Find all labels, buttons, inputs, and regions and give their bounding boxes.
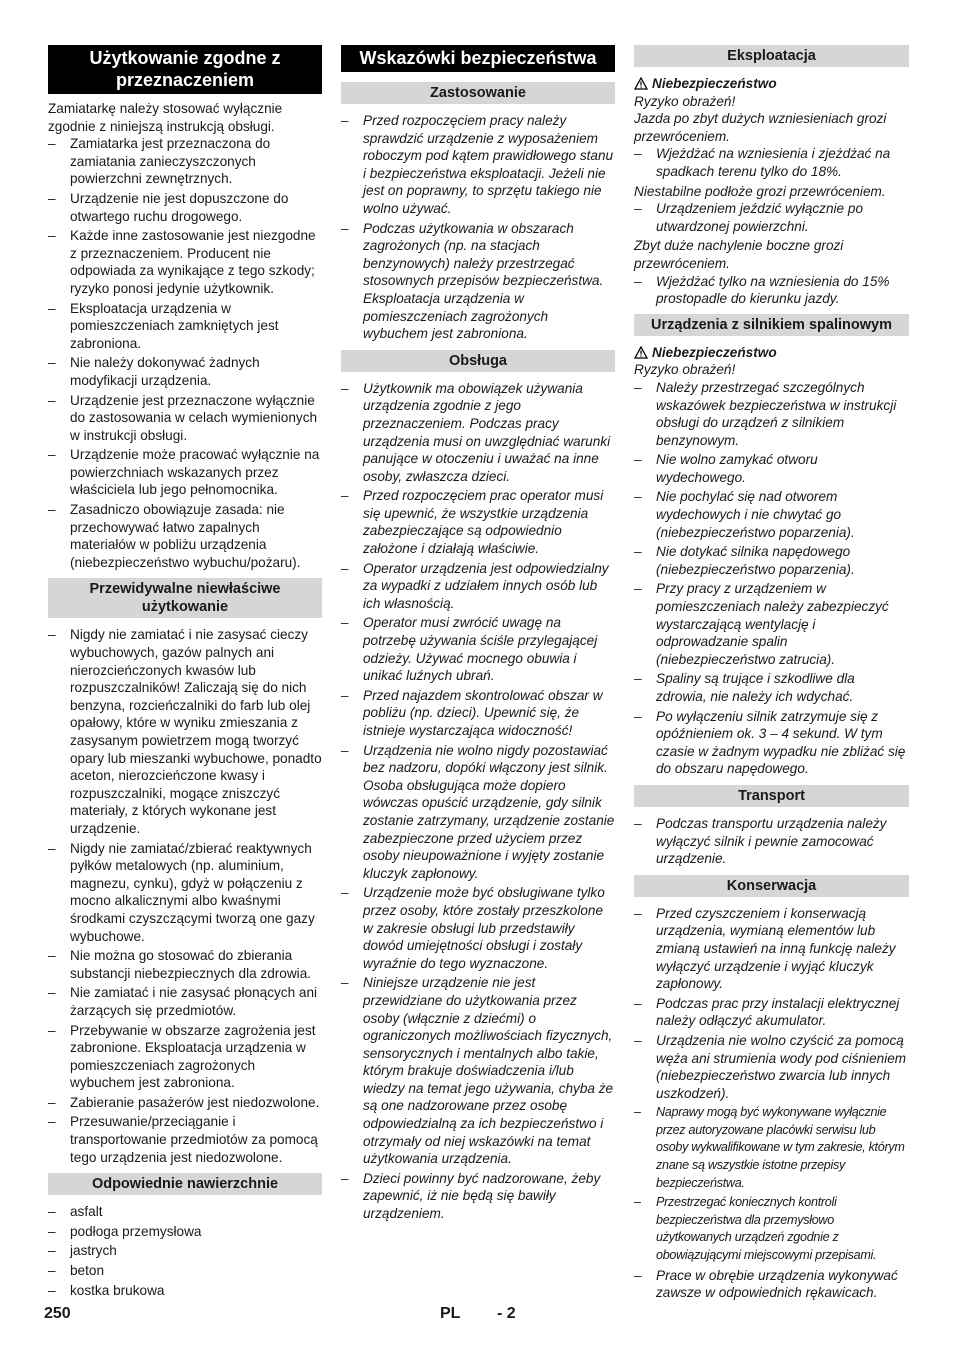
- list-item: – Przed najazdem skontrolować obszar w pobliżu (np. dzieci). Upewnić się, że istnieje wystarczająca widoczność!: [341, 687, 615, 740]
- hazard-text: Zbyt duże nachylenie boczne grozi przewróceniem.: [634, 238, 844, 271]
- section-title-misuse: Przewidywalne niewłaściwe użytkowanie: [48, 578, 322, 618]
- section-number: - 2: [497, 1305, 516, 1322]
- section-title-intended-use: Użytkowanie zgodne z przeznaczeniem: [48, 45, 322, 94]
- column-intended-use: [48, 45, 322, 1301]
- list-item: – Przed rozpoczęciem pracy należy sprawdzić urządzenie z wyposażeniem roboczym pod kątem prawidłowego stanu i bezpieczeństwa eksploatacji. Jeżeli nie jest on poprawny, to sprzętu takiego nie wolno używać.: [341, 112, 615, 218]
- list-item: – Przebywanie w obszarze zagrożenia jest zabronione. Eksploatacja urządzenia w pomieszczeniach zagrożonych wybuchem jest zabroniona.: [48, 1022, 322, 1092]
- warning-triangle-icon: [634, 77, 648, 90]
- maintenance-list: [634, 905, 909, 1103]
- section-title-safety: Wskazówki bezpieczeństwa: [341, 45, 615, 72]
- transport-list: [634, 815, 909, 868]
- list-item: – Operator musi zwrócić uwagę na potrzebę używania ściśle przylegającej odzieży. Używać mocnego obuwia i unikać luźnych ubrań.: [341, 614, 615, 684]
- list-item: – Urządzenia nie wolno czyścić za pomocą węża ani strumienia wody pod ciśnieniem (niebezpieczeństwo zwarcia lub innych uszkodzeń).: [634, 1032, 909, 1102]
- section-title-transport: Transport: [634, 785, 909, 807]
- list-item: – Każde inne zastosowanie jest niezgodne z przeznaczeniem. Producent nie odpowiada za wynikające z tego szkody; ryzyko ponosi jedynie użytkownik.: [48, 227, 322, 297]
- list-item: – Zasadniczo obowiązuje zasada: nie przechowywać łatwo zapalnych materiałów w pobliżu urządzenia (niebezpieczeństwo wybuchu/pożaru).: [48, 501, 322, 571]
- list-item: – Urządzenie może być obsługiwane tylko przez osoby, które zostały przeszkolone w zakresie obsługi lub przedstawiły dowód umiejętności obsługi i zostały wyraźnie do tego wyznaczone.: [341, 884, 615, 972]
- warning-triangle-icon: [634, 346, 648, 359]
- list-item: – Nie wolno zamykać otworu wydechowego.: [634, 451, 909, 486]
- list-item: – podłoga przemysłowa: [48, 1223, 322, 1241]
- list-item: – Wjeżdżać tylko na wzniesienia do 15% prostopadle do kierunku jazdy.: [634, 273, 909, 308]
- page-number: 250: [44, 1305, 71, 1322]
- list-item: – Podczas transportu urządzenia należy wyłączyć silnik i pewnie zamocować urządzenie.: [634, 815, 909, 868]
- combustion-list: [634, 379, 909, 778]
- list-item: – Urządzenie jest przeznaczone wyłącznie do zastosowania w celach wymienionych w instrukcji obsługi.: [48, 392, 322, 445]
- list-item: – asfalt: [48, 1203, 322, 1221]
- intro-paragraph: Zamiatarkę należy stosować wyłącznie zgodnie z niniejszą instrukcją obsługi.: [48, 101, 283, 134]
- list-item: – Po wyłączeniu silnik zatrzymuje się z opóźnieniem ok. 3 – 4 sekund. W tym czasie w żadnym wypadku nie zbliżać się do obszaru napędowego.: [634, 708, 909, 778]
- list-item: – Podczas prac przy instalacji elektrycznej należy odłączyć akumulator.: [634, 995, 909, 1030]
- section-title-application: Zastosowanie: [341, 82, 615, 104]
- list-item: – Przesuwanie/przeciąganie i transportowanie przedmiotów za pomocą tego urządzenia jest niedozwolone.: [48, 1113, 322, 1166]
- list-item: – Dzieci powinny być nadzorowane, żeby zapewnić, iż nie będą się bawiły urządzeniem.: [341, 1170, 615, 1223]
- language-code: PL: [440, 1305, 461, 1322]
- column-operation-maintenance: [634, 45, 909, 1304]
- hazard-text: Jazda po zbyt dużych wzniesieniach grozi przewróceniem.: [634, 111, 887, 144]
- list-item: – Zabieranie pasażerów jest niedozwolone.: [48, 1094, 322, 1112]
- list-item: – Użytkownik ma obowiązek używania urządzenia zgodnie z jego przeznaczeniem. Podczas pracy urządzenia musi on uwzględniać warunki panujące w otoczeniu i uważać na inne osoby, zwłaszcza dzieci.: [341, 380, 615, 486]
- intended-use-list: [48, 135, 322, 571]
- list-item: – Operator urządzenia jest odpowiedzialny za wypadki z udziałem innych osób lub ich własnością.: [341, 560, 615, 613]
- list-item: – Przy pracy z urządzeniem w pomieszczeniach należy zabezpieczyć wystarczającą wentylację i odprowadzanie spalin (niebezpieczeństwo zatrucia).: [634, 580, 909, 668]
- danger-label: Niebezpieczeństwo: [652, 344, 777, 360]
- list-item: – jastrych: [48, 1242, 322, 1260]
- section-title-eksploatacja: Eksploatacja: [634, 45, 909, 67]
- list-item: – Eksploatacja urządzenia w pomieszczeniach zamkniętych jest zabroniona.: [48, 300, 322, 353]
- list-item: – Podczas użytkowania w obszarach zagrożonych (np. na stacjach benzynowych) należy przestrzegać stosownych przepisów bezpieczeństwa. Eksploatacja urządzenia w pomieszczeniach zagrożonych wybuchem jest zabroniona.: [341, 220, 615, 343]
- list-item: – Przed rozpoczęciem prac operator musi się upewnić, że wszystkie urządzenia zabezpieczające są odpowiednio założone i działają właściwie.: [341, 487, 615, 557]
- list-item: – Urządzenie może pracować wyłącznie na powierzchniach wskazanych przez właściciela lub jego pełnomocnika.: [48, 446, 322, 499]
- section-title-combustion: Urządzenia z silnikiem spalinowym: [634, 314, 909, 336]
- list-item: – Nigdy nie zamiatać/zbierać reaktywnych pyłków metalowych (np. aluminium, magnezu, cynku), gdyż w połączeniu z mocno alkalicznymi albo kwaśnymi środkami czyszczącymi tworzą one gazy wybuchowe.: [48, 840, 322, 946]
- list-item: – Nie należy dokonywać żadnych modyfikacji urządzenia.: [48, 354, 322, 389]
- hazard-text: Niestabilne podłoże grozi przewróceniem.: [634, 183, 886, 199]
- list-item: – Nie dotykać silnika napędowego (niebezpieczeństwo poparzenia).: [634, 543, 909, 578]
- list-item: – Nie można go stosować do zbierania substancji niebezpiecznych dla zdrowia.: [48, 947, 322, 982]
- column-safety: [341, 45, 615, 1225]
- list-item: – Należy przestrzegać szczególnych wskazówek bezpieczeństwa w instrukcji obsługi do urządzeń z silnikiem benzynowym.: [634, 379, 909, 449]
- misuse-list: [48, 626, 322, 1166]
- list-item: – Wjeżdżać na wzniesienia i zjeżdżać na spadkach terenu tylko do 18%.: [634, 145, 909, 180]
- list-item: – Urządzenie nie jest dopuszczone do otwartego ruchu drogowego.: [48, 190, 322, 225]
- list-item: – Urządzeniem jeździć wyłącznie po utwardzonej powierzchni.: [634, 200, 909, 235]
- list-item: – Spaliny są trujące i szkodliwe dla zdrowia, nie należy ich wdychać.: [634, 670, 909, 705]
- list-item: – Przed czyszczeniem i konserwacją urządzenia, wymianą elementów lub zmianą ustawień na inną funkcję należy wyłączyć urządzenie i wyjąć kluczyk zapłonowy.: [634, 905, 909, 993]
- list-item: – Nie pochylać się nad otworem wydechowych i nie chwytać go (niebezpieczeństwo poparzenia).: [634, 488, 909, 541]
- maintenance-list-last: [634, 1267, 909, 1302]
- list-item: – kostka brukowa: [48, 1282, 322, 1300]
- danger-notice: [634, 344, 909, 362]
- section-title-surfaces: Odpowiednie nawierzchnie: [48, 1173, 322, 1195]
- list-item: – Przestrzegać koniecznych kontroli bezpieczeństwa dla przemysłowo użytkowanych urządzeń zgodnie z obowiązującymi miejscowymi przepisami.: [634, 1194, 909, 1264]
- list-item: – Prace w obrębie urządzenia wykonywać zawsze w odpowiednich rękawicach.: [634, 1267, 909, 1302]
- list-item: – Nie zamiatać i nie zasysać płonących ani żarzących się przedmiotów.: [48, 984, 322, 1019]
- application-list: [341, 112, 615, 343]
- list-item: – Niniejsze urządzenie nie jest przewidziane do użytkowania przez osoby (włącznie z dziećmi) o ograniczonych możliwościach fizycznych, sensorycznych i mentalnych albo takie, którym brakuje doświadczenia i/lub wiedzy na temat jego używania, chyba że są one nadzorowane przez osobę odpowiedzialną za ich bezpieczeństwo i otrzymały od niej wskazówki na temat użytkowania urządzenia.: [341, 974, 615, 1168]
- danger-label: Niebezpieczeństwo: [652, 76, 777, 91]
- list-item: – Naprawy mogą być wykonywane wyłącznie przez autoryzowane placówki serwisu lub osoby wykwalifikowane w tym zakresie, którym znane są wszystkie istotne przepisy bezpieczeństwa.: [634, 1104, 909, 1192]
- list-item: – Urządzenia nie wolno nigdy pozostawiać bez nadzoru, dopóki włączony jest silnik. Osoba obsługująca może dopiero wówczas opuścić urządzenie, gdy silnik zostanie zatrzymany, urządzenie zostanie zabezpieczone przed użyciem przez osoby nieupoważnione i wyjęty zostanie kluczyk zapłonowy.: [341, 742, 615, 883]
- danger-notice: [634, 75, 909, 93]
- section-title-maintenance: Konserwacja: [634, 875, 909, 897]
- maintenance-list-small: [634, 1104, 909, 1264]
- list-item: – Nigdy nie zamiatać i nie zasysać cieczy wybuchowych, gazów palnych ani nierozcieńczonych kwasów lub rozpuszczalników! Zaliczają się do nich benzyna, rozcieńczalniki do farb lub olej opałowy, które w wyniku zmieszania z zasysanym powietrzem mogą tworzyć opary lub mieszanki wybuchowe, ponadto aceton, nierozcieńczone kwasy i rozpuszczalniki, mogące zniszczyć materiały, z których wykonane jest urządzenie.: [48, 626, 322, 837]
- list-item: – Zamiatarka jest przeznaczona do zamiatania zanieczyszczonych powierzchni zewnętrznych.: [48, 135, 322, 188]
- list-item: – beton: [48, 1262, 322, 1280]
- risk-text: Ryzyko obrażeń!: [634, 93, 736, 109]
- operation-list: [341, 380, 615, 1223]
- section-title-operation: Obsługa: [341, 350, 615, 372]
- risk-text: Ryzyko obrażeń!: [634, 362, 736, 378]
- surfaces-list: [48, 1203, 322, 1299]
